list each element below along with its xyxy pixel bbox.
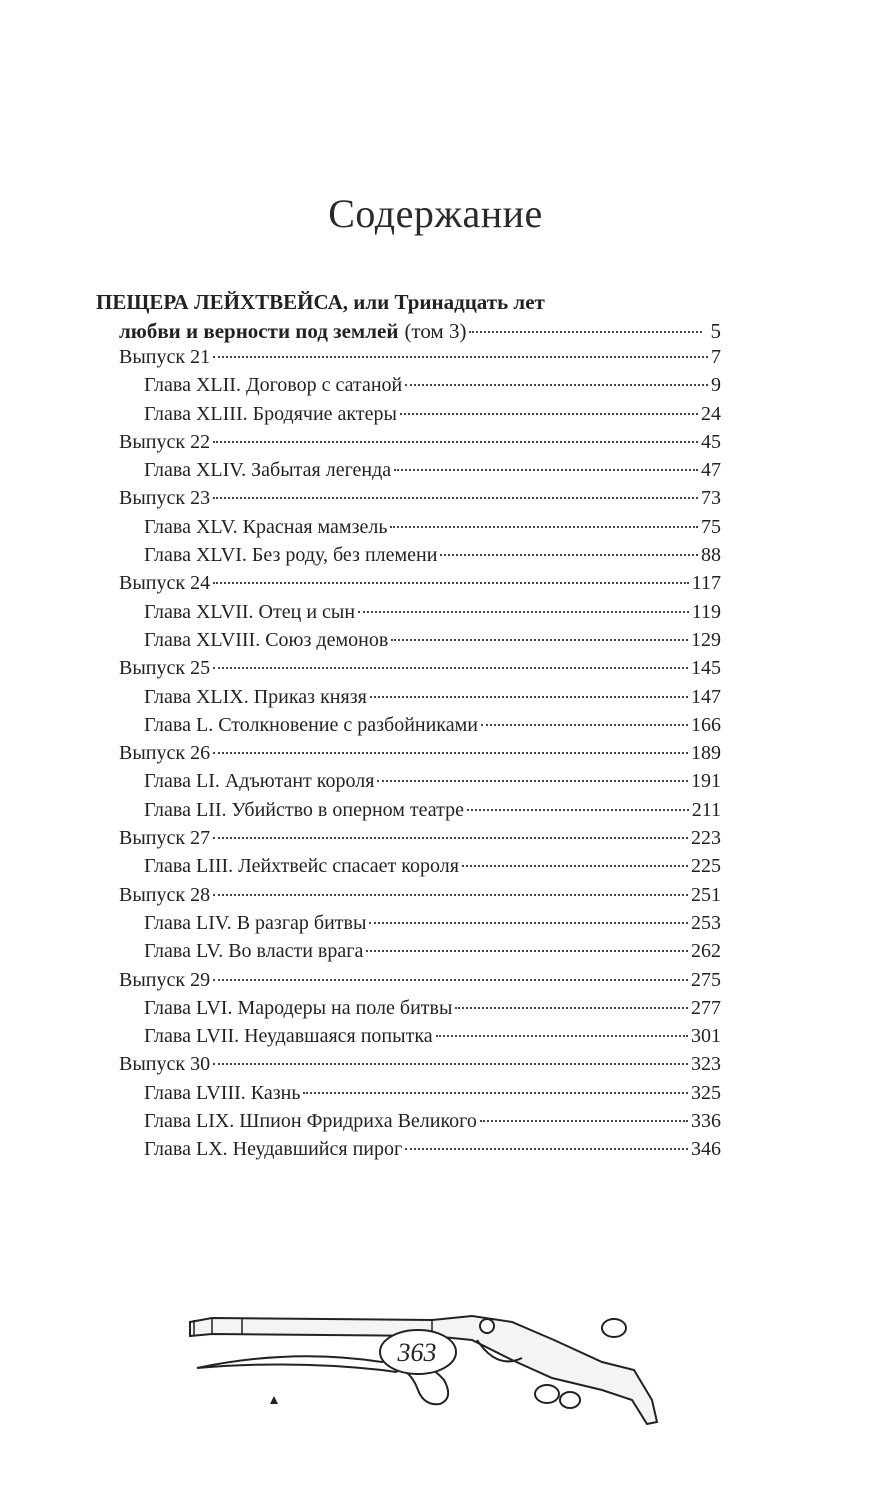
page-number: 363	[397, 1338, 437, 1367]
dot-leader	[213, 441, 698, 443]
toc-entry-page-number: 119	[691, 600, 721, 623]
toc-chapter-row[interactable]	[96, 912, 721, 940]
dot-leader	[213, 837, 688, 839]
toc-chapter-row[interactable]	[96, 544, 721, 572]
toc-entry-label: Глава LII. Убийство в оперном театре	[144, 798, 464, 821]
toc-chapter-row[interactable]	[96, 770, 721, 798]
toc-entry-page-number: 336	[691, 1110, 721, 1133]
toc-entry-page-number: 166	[691, 713, 721, 736]
dot-leader	[366, 950, 688, 952]
dot-leader	[462, 865, 688, 867]
toc-entry-page-number: 189	[691, 742, 721, 765]
toc-chapter-row[interactable]	[96, 940, 721, 968]
toc-entry-label: Глава XLVI. Без роду, без племени	[144, 544, 438, 567]
toc-chapter-row[interactable]	[96, 799, 721, 827]
toc-entry-page-number: 323	[691, 1053, 721, 1076]
dot-leader	[391, 639, 688, 641]
toc-entry-page-number: 45	[701, 430, 721, 453]
toc-chapter-row[interactable]	[96, 1082, 721, 1110]
toc-chapter-row[interactable]	[96, 459, 721, 487]
toc-entry-label: Глава LVI. Мародеры на поле битвы	[144, 996, 453, 1019]
book-title-line1: ПЕЩЕРА ЛЕЙХТВЕЙСА, или Тринадцать лет	[96, 290, 545, 314]
toc-entry-page-number: 275	[691, 968, 721, 991]
dot-leader	[358, 611, 689, 613]
toc-entry-label: Выпуск 23	[119, 487, 211, 510]
toc-entry-page-number: 117	[691, 572, 721, 595]
toc-chapter-row[interactable]	[96, 629, 721, 657]
toc-entry-page-number: 223	[691, 827, 721, 850]
toc-entry-label: Выпуск 28	[119, 883, 211, 906]
toc-chapter-row[interactable]	[96, 1110, 721, 1138]
toc-chapter-row[interactable]	[96, 601, 721, 629]
toc-entry-page-number: 88	[701, 544, 721, 567]
toc-chapter-row[interactable]	[96, 516, 721, 544]
toc-entry-label: Глава LX. Неудавшийся пирог	[144, 1138, 403, 1161]
toc-entry-label: Глава L. Столкновение с разбойниками	[144, 713, 478, 736]
toc-entry-page-number: 129	[691, 628, 721, 651]
dot-leader	[213, 979, 688, 981]
toc-chapter-row[interactable]	[96, 714, 721, 742]
toc-entry-label: Глава XLIII. Бродячие актеры	[144, 402, 397, 425]
dot-leader	[377, 780, 688, 782]
toc-issue-row[interactable]	[96, 742, 721, 770]
toc-entry-label: Глава LVII. Неудавшаяся попытка	[144, 1025, 433, 1048]
toc-entry-page-number: 73	[701, 487, 721, 510]
toc-chapter-row[interactable]	[96, 997, 721, 1025]
toc-entry-label: Глава LIV. В разгар битвы	[144, 911, 367, 934]
book-volume: (том 3)	[404, 319, 467, 343]
toc-entry-page-number: 145	[691, 657, 721, 680]
toc-issue-row[interactable]	[96, 884, 721, 912]
book-entry[interactable]	[96, 288, 721, 346]
toc-entry-page-number: 251	[691, 883, 721, 906]
book-title-line2: любви и верности под землей	[119, 319, 399, 343]
dot-leader	[405, 1148, 688, 1150]
dot-leader	[390, 526, 698, 528]
dot-leader	[467, 809, 689, 811]
toc-entry-page-number: 211	[691, 798, 721, 821]
toc-chapter-row[interactable]	[96, 1138, 721, 1166]
toc-entries	[96, 346, 721, 1167]
toc-entry-label: Глава XLV. Красная мамзель	[144, 515, 388, 538]
dot-leader	[213, 1063, 688, 1065]
toc-issue-row[interactable]	[96, 969, 721, 997]
dot-leader	[455, 1007, 688, 1009]
toc-entry-label: Выпуск 27	[119, 827, 211, 850]
toc-entry-page-number: 253	[691, 911, 721, 934]
dot-leader	[405, 384, 708, 386]
toc-entry-label: Глава XLIX. Приказ князя	[144, 685, 367, 708]
toc-chapter-row[interactable]	[96, 374, 721, 402]
dot-leader	[440, 554, 698, 556]
toc-issue-row[interactable]	[96, 346, 721, 374]
toc-entry-label: Выпуск 26	[119, 742, 211, 765]
dot-leader	[303, 1092, 688, 1094]
dot-leader	[213, 894, 688, 896]
toc-entry-label: Выпуск 21	[119, 346, 211, 368]
toc-issue-row[interactable]	[96, 431, 721, 459]
toc-issue-row[interactable]	[96, 487, 721, 515]
dot-leader	[213, 497, 698, 499]
toc-entry-page-number: 277	[691, 996, 721, 1019]
toc-entry-page-number: 24	[701, 402, 721, 425]
toc-entry-label: Глава LI. Адъютант короля	[144, 770, 375, 793]
toc-entry-label: Глава XLVIII. Союз демонов	[144, 628, 389, 651]
toc-entry-page-number: 225	[691, 855, 721, 878]
table-of-contents	[96, 288, 721, 1167]
toc-issue-row[interactable]	[96, 1053, 721, 1081]
toc-chapter-row[interactable]	[96, 686, 721, 714]
toc-issue-row[interactable]	[96, 827, 721, 855]
dot-leader	[480, 1120, 688, 1122]
toc-entry-label: Глава XLII. Договор с сатаной	[144, 374, 403, 397]
toc-entry-page-number: 9	[711, 374, 721, 397]
toc-entry-page-number: 147	[691, 685, 721, 708]
dot-leader	[481, 724, 688, 726]
dot-leader	[400, 413, 698, 415]
book-page-number: 5	[710, 319, 721, 343]
toc-entry-label: Глава XLIV. Забытая легенда	[144, 459, 392, 482]
toc-entry-page-number: 47	[701, 459, 721, 482]
dot-leader	[213, 356, 708, 358]
toc-entry-page-number: 7	[711, 346, 721, 368]
toc-chapter-row[interactable]	[96, 403, 721, 431]
toc-entry-label: Глава LIII. Лейхтвейс спасает короля	[144, 855, 459, 878]
toc-chapter-row[interactable]	[96, 855, 721, 883]
toc-entry-label: Глава LVIII. Казнь	[144, 1081, 301, 1104]
dot-leader	[213, 667, 688, 669]
toc-entry-label: Выпуск 25	[119, 657, 211, 680]
dot-leader	[436, 1035, 688, 1037]
toc-entry-page-number: 325	[691, 1081, 721, 1104]
toc-entry-label: Выпуск 29	[119, 968, 211, 991]
toc-entry-label: Выпуск 22	[119, 430, 211, 453]
dot-leader	[213, 752, 688, 754]
toc-entry-page-number: 191	[691, 770, 721, 793]
toc-entry-page-number: 262	[691, 940, 721, 963]
toc-entry-label: Глава LIX. Шпион Фридриха Великого	[144, 1110, 477, 1133]
dot-leader	[394, 469, 698, 471]
dot-leader	[469, 331, 701, 333]
dot-leader	[369, 922, 688, 924]
toc-issue-row[interactable]	[96, 572, 721, 600]
toc-entry-label: Глава LV. Во власти врага	[144, 940, 364, 963]
toc-entry-label: Выпуск 30	[119, 1053, 211, 1076]
toc-entry-page-number: 346	[691, 1138, 721, 1161]
toc-issue-row[interactable]	[96, 657, 721, 685]
toc-entry-label: Выпуск 24	[119, 572, 211, 595]
toc-chapter-row[interactable]	[96, 1025, 721, 1053]
page-title: Содержание	[328, 191, 543, 236]
toc-entry-page-number: 75	[701, 515, 721, 538]
toc-entry-page-number: 301	[691, 1025, 721, 1048]
dot-leader	[213, 582, 689, 584]
toc-entry-label: Глава XLVII. Отец и сын	[144, 600, 356, 623]
dot-leader	[370, 696, 688, 698]
